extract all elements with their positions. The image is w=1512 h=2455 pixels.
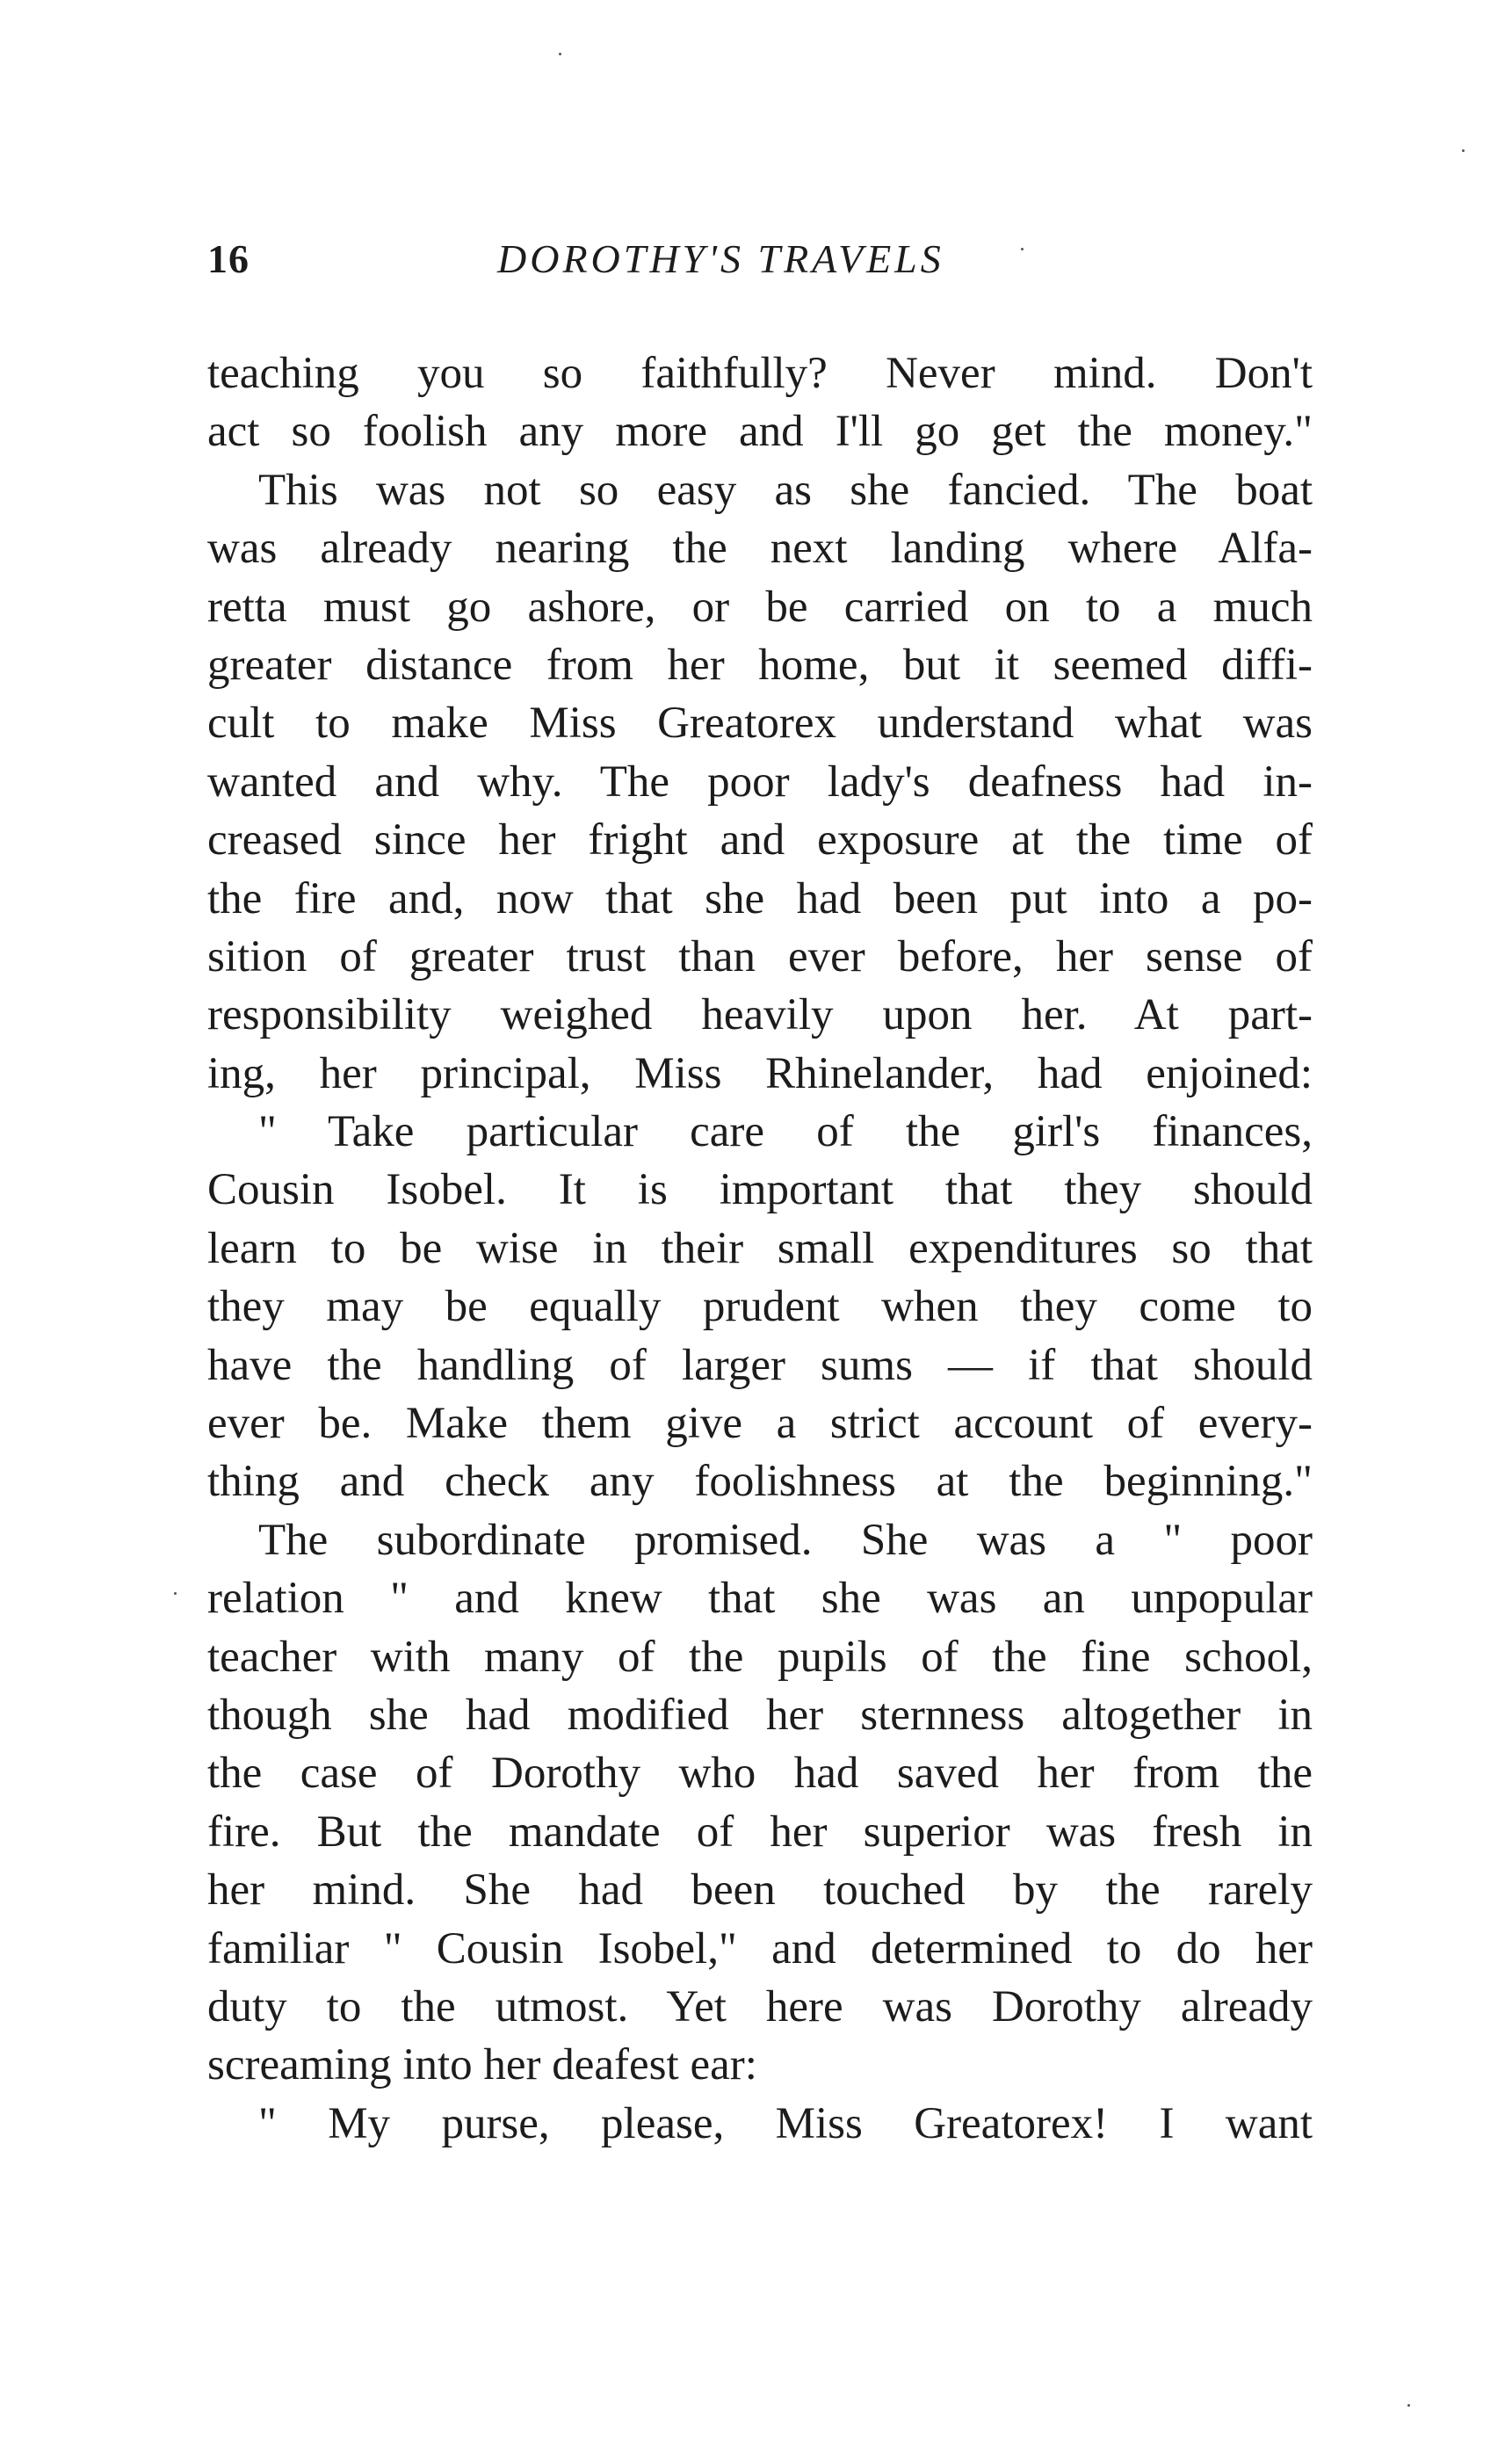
text-line: her mind. She had been touched by the rarely [207, 1865, 1313, 1915]
paper-speck [559, 53, 561, 55]
paper-speck [1021, 248, 1024, 250]
text-line: the fire and, now that she had been put into a po- [207, 873, 1313, 923]
paper-speck [1462, 149, 1465, 152]
page-number: 16 [207, 236, 250, 281]
paper-speck [174, 1592, 177, 1595]
text-line: " Take particular care of the girl's finances, [258, 1107, 1313, 1157]
text-line: " My purse, please, Miss Greatorex! I want [258, 2098, 1313, 2148]
text-line: was already nearing the next landing where Alfa- [207, 524, 1313, 574]
text-line: teaching you so faithfully? Never mind. Don't [207, 349, 1313, 398]
text-line: cult to make Miss Greatorex understand what was [207, 699, 1313, 749]
text-line: This was not so easy as she fancied. The boat [258, 465, 1313, 515]
text-line: fire. But the mandate of her superior was fresh in [207, 1807, 1313, 1857]
text-line: screaming into her deafest ear: [207, 2040, 757, 2090]
text-line: though she had modified her sternness altogether in [207, 1690, 1313, 1740]
text-line: learn to be wise in their small expenditures so that [207, 1223, 1313, 1273]
text-line: familiar " Cousin Isobel," and determined to do her [207, 1923, 1313, 1973]
text-line: thing and check any foolishness at the beginning." [207, 1457, 1313, 1507]
text-line: ever be. Make them give a strict account of every- [207, 1399, 1313, 1449]
text-line: teacher with many of the pupils of the fine school, [207, 1632, 1313, 1682]
text-line: have the handling of larger sums — if that should [207, 1340, 1313, 1390]
text-line: sition of greater trust than ever before, her sense of [207, 931, 1313, 981]
text-line: act so foolish any more and I'll go get the money." [207, 407, 1313, 457]
text-line: responsibility weighed heavily upon her. At part- [207, 990, 1313, 1040]
paper-speck [1407, 2404, 1410, 2407]
text-line: ing, her principal, Miss Rhinelander, had enjoined: [207, 1048, 1313, 1098]
page-header [207, 235, 1313, 297]
text-line: retta must go ashore, or be carried on to a much [207, 582, 1313, 632]
text-line: The subordinate promised. She was a " poor [258, 1515, 1313, 1565]
text-line: greater distance from her home, but it seemed diffi- [207, 640, 1313, 690]
text-line: they may be equally prudent when they come to [207, 1282, 1313, 1332]
text-line: wanted and why. The poor lady's deafness had in- [207, 757, 1313, 807]
text-line: creased since her fright and exposure at the time of [207, 815, 1313, 865]
text-line: the case of Dorothy who had saved her from the [207, 1749, 1313, 1799]
text-line: Cousin Isobel. It is important that they should [207, 1165, 1313, 1215]
text-line: relation " and knew that she was an unpopular [207, 1574, 1313, 1624]
text-line: duty to the utmost. Yet here was Dorothy already [207, 1981, 1313, 2031]
body-text [207, 344, 1313, 2153]
running-title: DOROTHY'S TRAVELS [497, 236, 944, 281]
